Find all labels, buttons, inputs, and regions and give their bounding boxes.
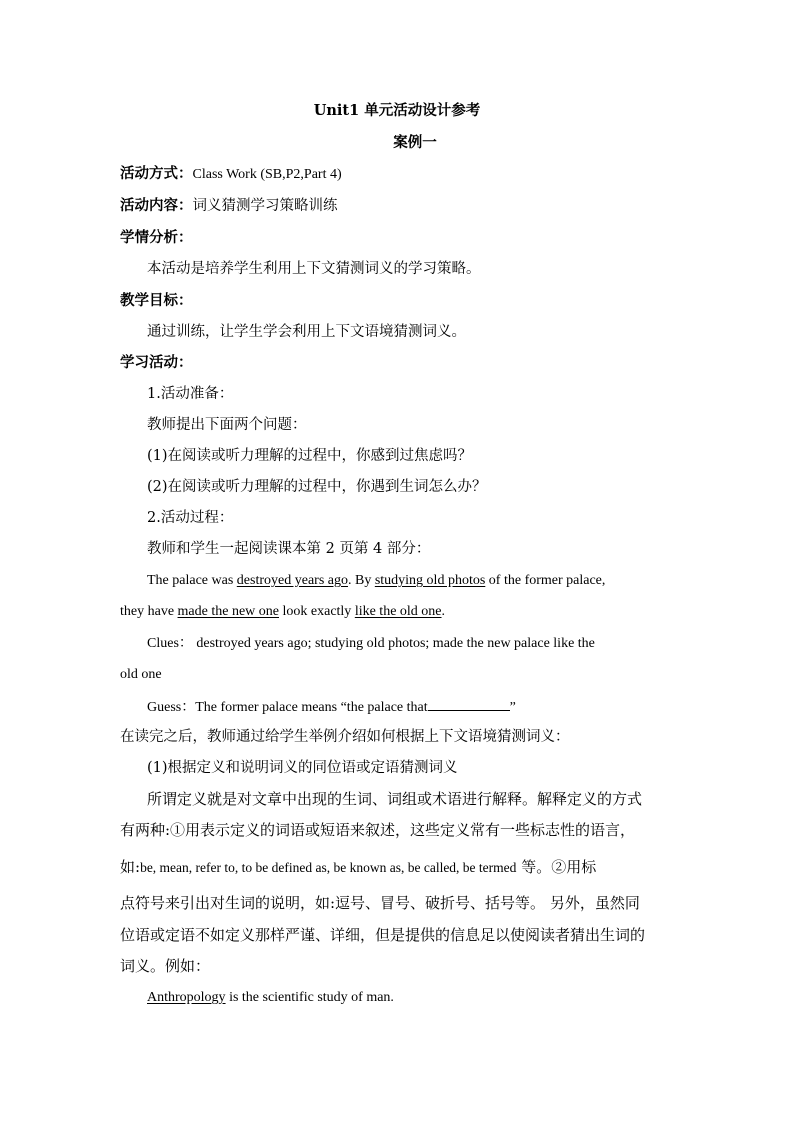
goal-heading: 教学目标：	[120, 292, 193, 309]
passage-underline-3: made the new one	[177, 604, 279, 619]
para1-line-4: 点符号来引出对生词的说明，如:逗号、冒号、破折号、括号等。 另外，虽然同	[120, 894, 640, 912]
para1-line-3	[120, 857, 680, 878]
activity-mode	[120, 164, 680, 185]
passage-text: . By	[347, 573, 375, 588]
para1-terms: be, mean, refer to, to be defined as, be known as, be called, be termed	[140, 860, 517, 875]
goal-text: 通过训练，让学生学会利用上下文语境猜测词义。	[147, 324, 466, 340]
passage-line-1	[147, 571, 680, 591]
activity-content-value: 词义猜测学习策略训练	[192, 198, 338, 214]
guess-blank	[428, 696, 510, 711]
example-term: Anthropology	[147, 990, 226, 1005]
guess-text: Guess：The former palace means “the palace that	[147, 700, 428, 715]
para1-line-2: 有两种:①用表示定义的词语或短语来叙述，这些定义常有一些标志性的语言，	[120, 821, 636, 839]
passage-text: they have	[120, 604, 178, 619]
question-2: (2)在阅读或听力理解的过程中，你遇到生词怎么办？	[147, 479, 487, 495]
passage-underline-2: studying old photos	[374, 573, 486, 588]
clues-line-1: Clues： destroyed years ago; studying old photos; made the new palace like the	[147, 636, 595, 651]
activity-mode-label: 活动方式：	[120, 165, 193, 182]
step1-text: 教师提出下面两个问题：	[147, 417, 307, 433]
step1-heading: 1.活动准备：	[147, 386, 234, 402]
passage-text: The palace was	[147, 573, 237, 588]
para1-line-5: 位语或定语不如定义那样严谨、详细，但是提供的信息足以使阅读者猜出生词的	[120, 926, 646, 944]
step2-heading: 2.活动过程：	[147, 510, 234, 526]
para1-line-1: 所谓定义就是对文章中出现的生词、词组或术语进行解释。解释定义的方式	[147, 790, 643, 808]
clues-line-2: old one	[120, 667, 162, 682]
passage-line-2	[120, 602, 680, 622]
analysis-text: 本活动是培养学生利用上下文猜测词义的学习策略。	[147, 261, 481, 277]
para1-line-6: 词义。例如：	[120, 957, 211, 975]
activity-content	[120, 196, 680, 216]
guess-end: ”	[509, 700, 516, 715]
passage-text: look exactly	[279, 604, 355, 619]
passage-text: of the former palace,	[485, 573, 606, 588]
step2-text: 教师和学生一起阅读课本第 2 页第 4 部分：	[147, 541, 431, 557]
guess-line	[147, 696, 680, 718]
example-line	[147, 988, 680, 1008]
activity-mode-value: Class Work (SB,P2,Part 4)	[192, 167, 342, 182]
question-1: (1)在阅读或听力理解的过程中，你感到过焦虑吗？	[147, 448, 473, 464]
method-1: (1)根据定义和说明词义的同位语或定语猜测词义	[147, 760, 458, 776]
learning-heading: 学习活动：	[120, 354, 193, 371]
analysis-heading: 学情分析：	[120, 229, 193, 246]
example-text: is the scientific study of man.	[225, 990, 394, 1005]
after-reading: 在读完之后，教师通过给学生举例介绍如何根据上下文语境猜测词义：	[120, 729, 570, 745]
activity-content-label: 活动内容：	[120, 197, 193, 214]
doc-subtitle: 案例一	[393, 134, 437, 151]
para1-text: 等。②用标	[516, 858, 597, 876]
doc-title: Unit1 单元活动设计参考	[313, 102, 481, 119]
para1-text: 如:	[120, 858, 141, 876]
passage-text: .	[441, 604, 446, 619]
passage-underline-4: like the old one	[354, 604, 442, 619]
passage-underline-1: destroyed years ago	[236, 573, 348, 588]
